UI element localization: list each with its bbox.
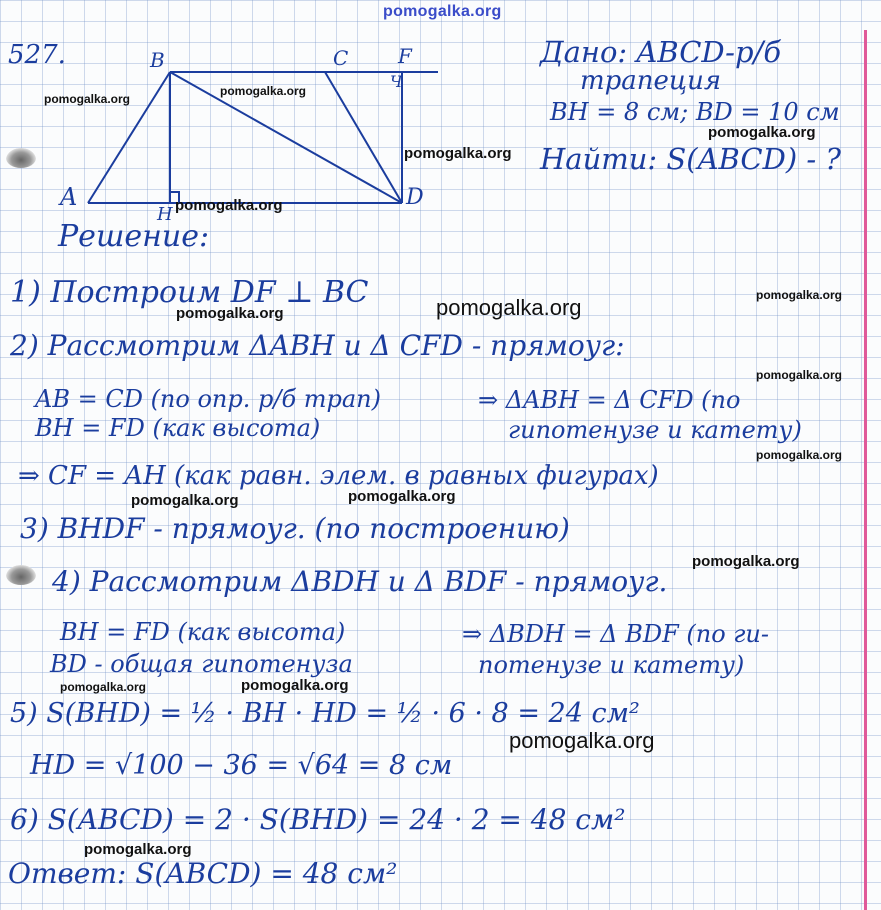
site-header-watermark: pomogalka.org — [383, 3, 502, 20]
watermark: pomogalka.org — [131, 492, 239, 509]
step-6: 6) S(ABCD) = 2 · S(BHD) = 24 · 2 = 48 см² — [10, 803, 626, 836]
solution-title: Решение: — [58, 219, 210, 254]
label-h: H — [157, 204, 173, 225]
step-3: 3) BHDF - прямоуг. (по построению) — [20, 512, 570, 545]
step-4-line-2: BD - общая гипотенуза — [50, 650, 353, 678]
step-2: 2) Рассмотрим ΔABH и Δ CFD - прямоуг: — [10, 329, 625, 362]
watermark: pomogalka.org — [436, 295, 582, 320]
problem-number: 527. — [8, 40, 66, 70]
step-4-result-2: потенузе и катету) — [478, 651, 745, 679]
label-b: B — [150, 48, 165, 72]
watermark: pomogalka.org — [176, 305, 284, 322]
step-4: 4) Рассмотрим ΔBDH и Δ BDF - прямоуг. — [52, 565, 668, 598]
label-d: D — [406, 185, 424, 210]
find-line: Найти: S(ABCD) - ? — [540, 142, 841, 176]
watermark: pomogalka.org — [692, 553, 800, 570]
step-2-result-1: ⇒ ΔABH = Δ CFD (по — [478, 386, 741, 414]
watermark: pomogalka.org — [84, 841, 192, 858]
label-f: F — [398, 44, 412, 68]
watermark: pomogalka.org — [404, 145, 512, 162]
given-line-2: трапеция — [580, 66, 722, 96]
step-2-line-2: BH = FD (как высота) — [35, 414, 321, 442]
watermark: pomogalka.org — [756, 288, 843, 302]
step-2-result-2: гипотенузе и катету) — [508, 416, 802, 444]
step-4-line-1: BH = FD (как высота) — [60, 618, 346, 646]
watermark: pomogalka.org — [756, 368, 843, 382]
watermark: pomogalka.org — [241, 677, 349, 694]
watermark: pomogalka.org — [348, 488, 456, 505]
watermark: pomogalka.org — [60, 680, 147, 694]
step-1: 1) Построим DF ⊥ BC — [10, 275, 369, 310]
watermark: pomogalka.org — [44, 92, 131, 106]
step-4-result-1: ⇒ ΔBDH = Δ BDF (по ги- — [462, 620, 769, 648]
step-5: 5) S(BHD) = ½ · BH · HD = ½ · 6 · 8 = 24 см² — [10, 698, 640, 729]
step-2-line-1: AB = CD (по опр. р/б трап) — [35, 385, 381, 413]
step-5-hd: HD = √100 − 36 = √64 = 8 см — [30, 750, 453, 781]
label-c: C — [333, 46, 349, 70]
watermark: pomogalka.org — [220, 84, 307, 98]
label-a: A — [60, 183, 78, 211]
watermark: pomogalka.org — [509, 728, 655, 753]
line-cd — [325, 72, 402, 203]
watermark: pomogalka.org — [756, 448, 843, 462]
watermark: pomogalka.org — [175, 197, 283, 214]
punch-hole-bottom — [6, 565, 36, 585]
step-2-conclusion: ⇒ CF = AH (как равн. элем. в равных фигурах) — [18, 461, 659, 491]
label-right-angle-f: Ч — [390, 72, 403, 91]
watermark: pomogalka.org — [708, 124, 816, 141]
answer: Ответ: S(ABCD) = 48 см² — [8, 857, 398, 890]
given-line-1: Дано: ABCD-р/б — [540, 35, 782, 69]
given-line-3: BH = 8 см; BD = 10 см — [550, 98, 840, 126]
